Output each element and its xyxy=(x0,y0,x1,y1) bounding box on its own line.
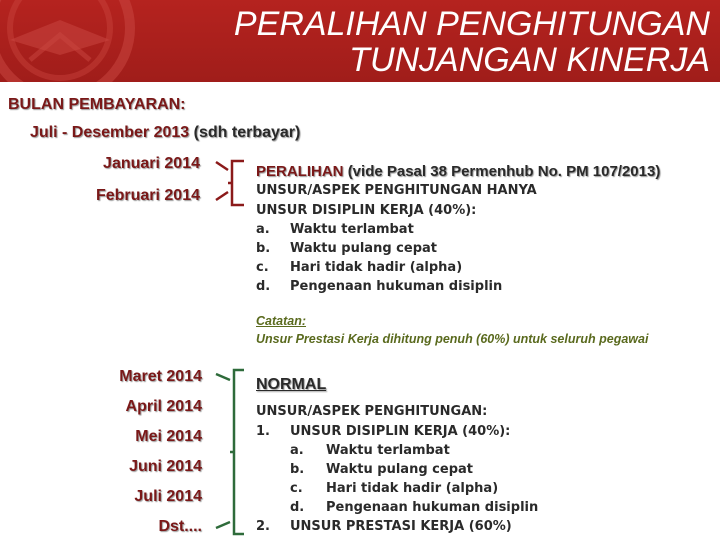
month-item: Juli 2014 xyxy=(134,488,202,505)
sub-list-item-marker: b. xyxy=(290,462,305,477)
note-text: Unsur Prestasi Kerja dihitung penuh (60%) untuk seluruh pegawai xyxy=(256,332,649,346)
sub-list-item: Hari tidak hadir (alpha) xyxy=(326,481,499,496)
sub-list-item: Waktu terlambat xyxy=(326,443,450,458)
ministry-logo-emblem xyxy=(0,0,200,82)
list-item-marker: d. xyxy=(256,279,271,294)
month-item: Maret 2014 xyxy=(119,368,202,385)
note-label: Catatan: xyxy=(256,314,307,328)
sub-list-item: Pengenaan hukuman disiplin xyxy=(326,500,539,515)
month-item: April 2014 xyxy=(125,398,202,415)
list-item-marker: a. xyxy=(256,222,270,237)
list-item: Waktu pulang cepat xyxy=(290,241,437,256)
heading-normal: NORMAL xyxy=(256,376,327,393)
group1-heading-row xyxy=(256,163,660,180)
header-banner xyxy=(0,0,720,82)
month-item: Dst.... xyxy=(158,518,202,535)
list-item-marker: 1. xyxy=(256,424,270,439)
group1-line1: UNSUR/ASPEK PENGHITUNGAN HANYA xyxy=(256,183,537,198)
month-item: Juni 2014 xyxy=(129,458,202,475)
page-title-line2: TUNJANGAN KINERJA xyxy=(349,41,710,79)
month-item: Februari 2014 xyxy=(95,187,200,204)
bracket-group1 xyxy=(214,158,248,208)
period-paid-row xyxy=(30,124,300,142)
list-item-marker: c. xyxy=(256,260,269,275)
month-item: Januari 2014 xyxy=(103,155,200,172)
list-item: Hari tidak hadir (alpha) xyxy=(290,260,463,275)
list-item: Pengenaan hukuman disiplin xyxy=(290,279,503,294)
list-item: UNSUR DISIPLIN KERJA (40%): xyxy=(290,424,511,439)
period-paid-note: (sdh terbayar) xyxy=(193,124,301,141)
heading-peralihan: PERALIHAN xyxy=(256,163,344,180)
group1-line2: UNSUR DISIPLIN KERJA (40%): xyxy=(256,203,477,218)
sub-list-item-marker: a. xyxy=(290,443,304,458)
list-item-marker: 2. xyxy=(256,519,270,534)
group2-line1: UNSUR/ASPEK PENGHITUNGAN: xyxy=(256,404,488,419)
month-item: Mei 2014 xyxy=(135,428,202,445)
period-paid: Juli - Desember 2013 xyxy=(30,124,190,141)
sub-list-item: Waktu pulang cepat xyxy=(326,462,473,477)
section-label: BULAN PEMBAYARAN: xyxy=(8,96,186,113)
page-title-line1: PERALIHAN PENGHITUNGAN xyxy=(233,5,710,43)
heading-peralihan-note: (vide Pasal 38 Permenhub No. PM 107/2013) xyxy=(347,163,661,180)
list-item-marker: b. xyxy=(256,241,271,256)
bracket-group2 xyxy=(214,366,248,538)
sub-list-item-marker: d. xyxy=(290,500,305,515)
list-item: Waktu terlambat xyxy=(290,222,414,237)
list-item: UNSUR PRESTASI KERJA (60%) xyxy=(290,519,512,534)
sub-list-item-marker: c. xyxy=(290,481,303,496)
